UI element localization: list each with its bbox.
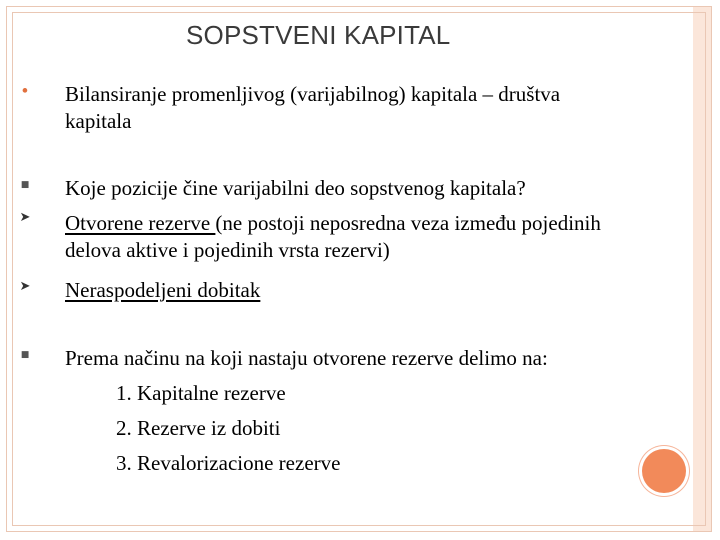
underlined-term: Neraspodeljeni dobitak — [65, 278, 261, 302]
circle-bullet-icon: ⚫ — [20, 86, 30, 97]
bullet-text-prema-nacinu: Prema načinu na koji nastaju otvorene rezerve delimo na: — [65, 346, 548, 370]
sub-item-rezerve-dobiti: 2. Rezerve iz dobiti — [116, 416, 281, 440]
decorative-circle — [642, 449, 686, 493]
underlined-term: Otvorene rezerve — [65, 211, 216, 235]
bullet-line — [65, 210, 601, 237]
bullet-line: Bilansiranje promenljivog (varijabilnog) kapitala – društva — [65, 82, 561, 106]
arrow-bullet-icon: ➤ — [19, 210, 31, 225]
bullet-line: delova aktive i pojedinih vrsta rezervi) — [65, 238, 390, 262]
bullet-line: kapitala — [65, 109, 132, 133]
slide-title: SOPSTVENI KAPITAL — [186, 20, 451, 50]
square-bullet-icon: ■ — [20, 350, 30, 360]
sub-item-revalorizacione: 3. Revalorizacione rezerve — [116, 451, 341, 475]
arrow-bullet-icon: ➤ — [19, 279, 31, 294]
bullet-rest-text: (ne postoji neposredna veza između pojedinih — [215, 211, 601, 235]
bullet-text-pozicije: Koje pozicije čine varijabilni deo sopstvenog kapitala? — [65, 176, 526, 200]
bullet-text-neraspodeljeni — [65, 277, 260, 304]
square-bullet-icon: ■ — [20, 180, 30, 190]
sub-item-kapitalne: 1. Kapitalne rezerve — [116, 381, 286, 405]
bullet-text-bilansiranje — [65, 81, 560, 135]
bullet-text-otvorene-rezerve — [65, 210, 601, 264]
